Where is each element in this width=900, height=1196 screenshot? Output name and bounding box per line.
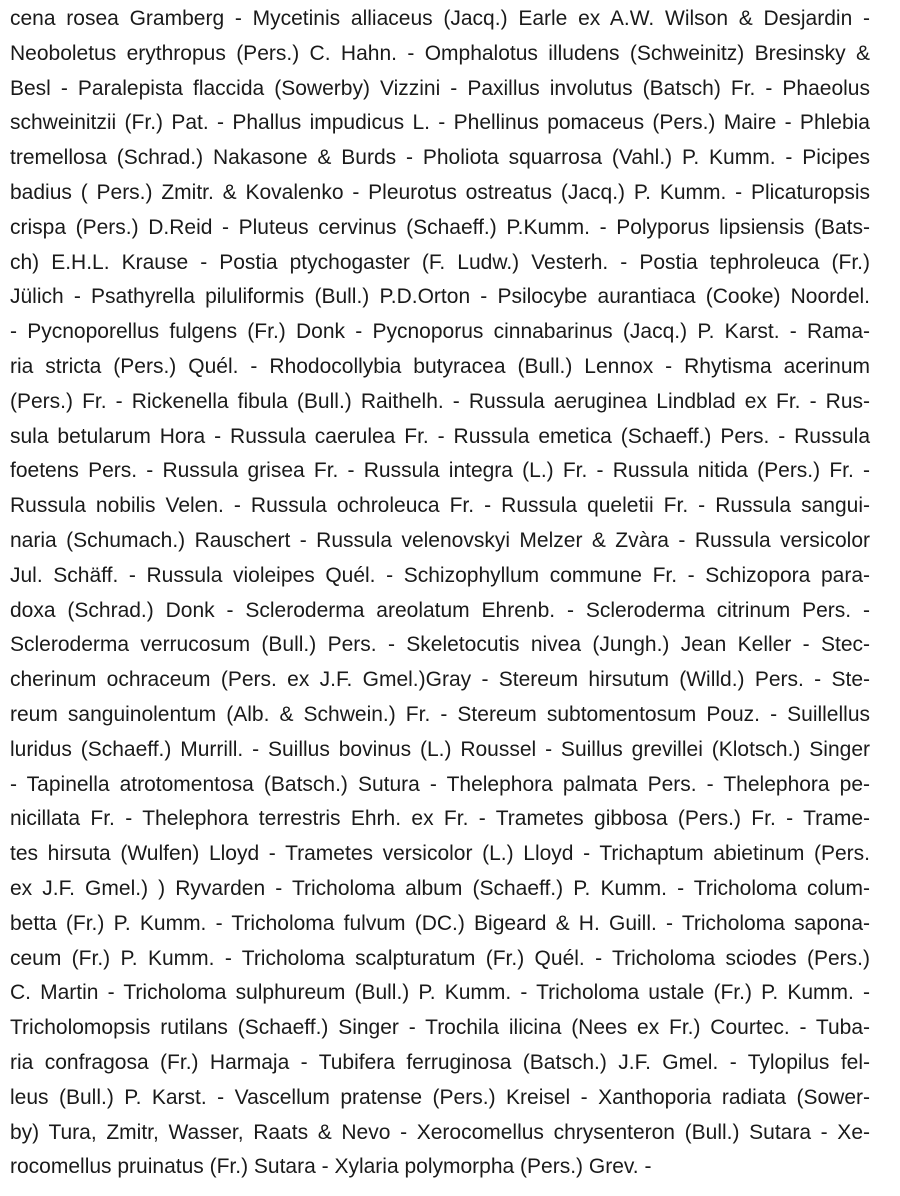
text-line: schweinitzii (Fr.) Pat. - Phallus impudicus L. - Phellinus pomaceus (Pers.) Maire - Phlebia bbox=[10, 111, 870, 135]
text-line: Jülich - Psathyrella piluliformis (Bull.) P.D.Orton - Psilocybe aurantiaca (Cooke) Noordel. bbox=[10, 285, 870, 309]
text-line: - Tapinella atrotomentosa (Batsch.) Sutura - Thelephora palmata Pers. - Thelephora pe- bbox=[10, 772, 870, 796]
text-line: tremellosa (Schrad.) Nakasone & Burds - Pholiota squarrosa (Vahl.) P. Kumm. - Picipes bbox=[10, 146, 870, 170]
text-line: ria stricta (Pers.) Quél. - Rhodocollybia butyracea (Bull.) Lennox - Rhytisma acerinum bbox=[10, 354, 870, 378]
text-line: - Pycnoporellus fulgens (Fr.) Donk - Pycnoporus cinnabarinus (Jacq.) P. Karst. - Rama- bbox=[10, 320, 870, 344]
text-line: Russula nobilis Velen. - Russula ochroleuca Fr. - Russula queletii Fr. - Russula sangui- bbox=[10, 494, 870, 518]
text-line: tes hirsuta (Wulfen) Lloyd - Trametes versicolor (L.) Lloyd - Trichaptum abietinum (Pers. bbox=[10, 842, 870, 866]
text-line: ria confragosa (Fr.) Harmaja - Tubifera ferruginosa (Batsch.) J.F. Gmel. - Tylopilus fel- bbox=[10, 1050, 870, 1074]
text-line: reum sanguinolentum (Alb. & Schwein.) Fr. - Stereum subtomentosum Pouz. - Suillellus bbox=[10, 702, 870, 726]
text-line: badius ( Pers.) Zmitr. & Kovalenko - Pleurotus ostreatus (Jacq.) P. Kumm. - Plicaturopsis bbox=[10, 180, 870, 204]
text-line: by) Tura, Zmitr, Wasser, Raats & Nevo - Xerocomellus chrysenteron (Bull.) Sutara - Xe- bbox=[10, 1120, 870, 1144]
text-line: crispa (Pers.) D.Reid - Pluteus cervinus (Schaeff.) P.Kumm. - Polyporus lipsiensis (Bats- bbox=[10, 215, 870, 239]
text-line: betta (Fr.) P. Kumm. - Tricholoma fulvum (DC.) Bigeard & H. Guill. - Tricholoma sapona- bbox=[10, 911, 870, 935]
text-line: ceum (Fr.) P. Kumm. - Tricholoma scalpturatum (Fr.) Quél. - Tricholoma sciodes (Pers.) bbox=[10, 946, 870, 970]
text-line: luridus (Schaeff.) Murrill. - Suillus bovinus (L.) Roussel - Suillus grevillei (Klotsch.) Singer bbox=[10, 737, 870, 761]
text-line: sula betularum Hora - Russula caerulea Fr. - Russula emetica (Schaeff.) Pers. - Russula bbox=[10, 424, 870, 448]
text-line: ch) E.H.L. Krause - Postia ptychogaster (F. Ludw.) Vesterh. - Postia tephroleuca (Fr.) bbox=[10, 250, 870, 274]
text-line: rocomellus pruinatus (Fr.) Sutara - Xylaria polymorpha (Pers.) Grev. - bbox=[10, 1155, 652, 1179]
text-line: cherinum ochraceum (Pers. ex J.F. Gmel.)Gray - Stereum hirsutum (Willd.) Pers. - Ste- bbox=[10, 668, 870, 692]
text-line: naria (Schumach.) Rauschert - Russula velenovskyi Melzer & Zvàra - Russula versicolor bbox=[10, 528, 870, 552]
text-line: Neoboletus erythropus (Pers.) C. Hahn. - Omphalotus illudens (Schweinitz) Bresinsky & bbox=[10, 41, 870, 65]
text-line: C. Martin - Tricholoma sulphureum (Bull.) P. Kumm. - Tricholoma ustale (Fr.) P. Kumm. - bbox=[10, 981, 870, 1005]
text-line: (Pers.) Fr. - Rickenella fibula (Bull.) Raithelh. - Russula aeruginea Lindblad ex Fr. - Rus- bbox=[10, 389, 870, 413]
text-line: Besl - Paralepista flaccida (Sowerby) Vizzini - Paxillus involutus (Batsch) Fr. - Phaeolus bbox=[10, 76, 870, 100]
species-list-text-block bbox=[10, 2, 870, 1185]
text-line: leus (Bull.) P. Karst. - Vascellum pratense (Pers.) Kreisel - Xanthoporia radiata (Sower- bbox=[10, 1085, 870, 1109]
text-line: Jul. Schäff. - Russula violeipes Quél. - Schizophyllum commune Fr. - Schizopora para- bbox=[10, 563, 870, 587]
text-line: ex J.F. Gmel.) ) Ryvarden - Tricholoma album (Schaeff.) P. Kumm. - Tricholoma colum- bbox=[10, 876, 870, 900]
text-line: Tricholomopsis rutilans (Schaeff.) Singer - Trochila ilicina (Nees ex Fr.) Courtec. - Tuba- bbox=[10, 1016, 870, 1040]
text-line: Scleroderma verrucosum (Bull.) Pers. - Skeletocutis nivea (Jungh.) Jean Keller - Stec- bbox=[10, 633, 870, 657]
text-line: foetens Pers. - Russula grisea Fr. - Russula integra (L.) Fr. - Russula nitida (Pers.) Fr. - bbox=[10, 459, 870, 483]
text-line: doxa (Schrad.) Donk - Scleroderma areolatum Ehrenb. - Scleroderma citrinum Pers. - bbox=[10, 598, 870, 622]
text-line: cena rosea Gramberg - Mycetinis alliaceus (Jacq.) Earle ex A.W. Wilson & Desjardin - bbox=[10, 7, 870, 30]
text-line: nicillata Fr. - Thelephora terrestris Ehrh. ex Fr. - Trametes gibbosa (Pers.) Fr. - Trame- bbox=[10, 807, 870, 831]
